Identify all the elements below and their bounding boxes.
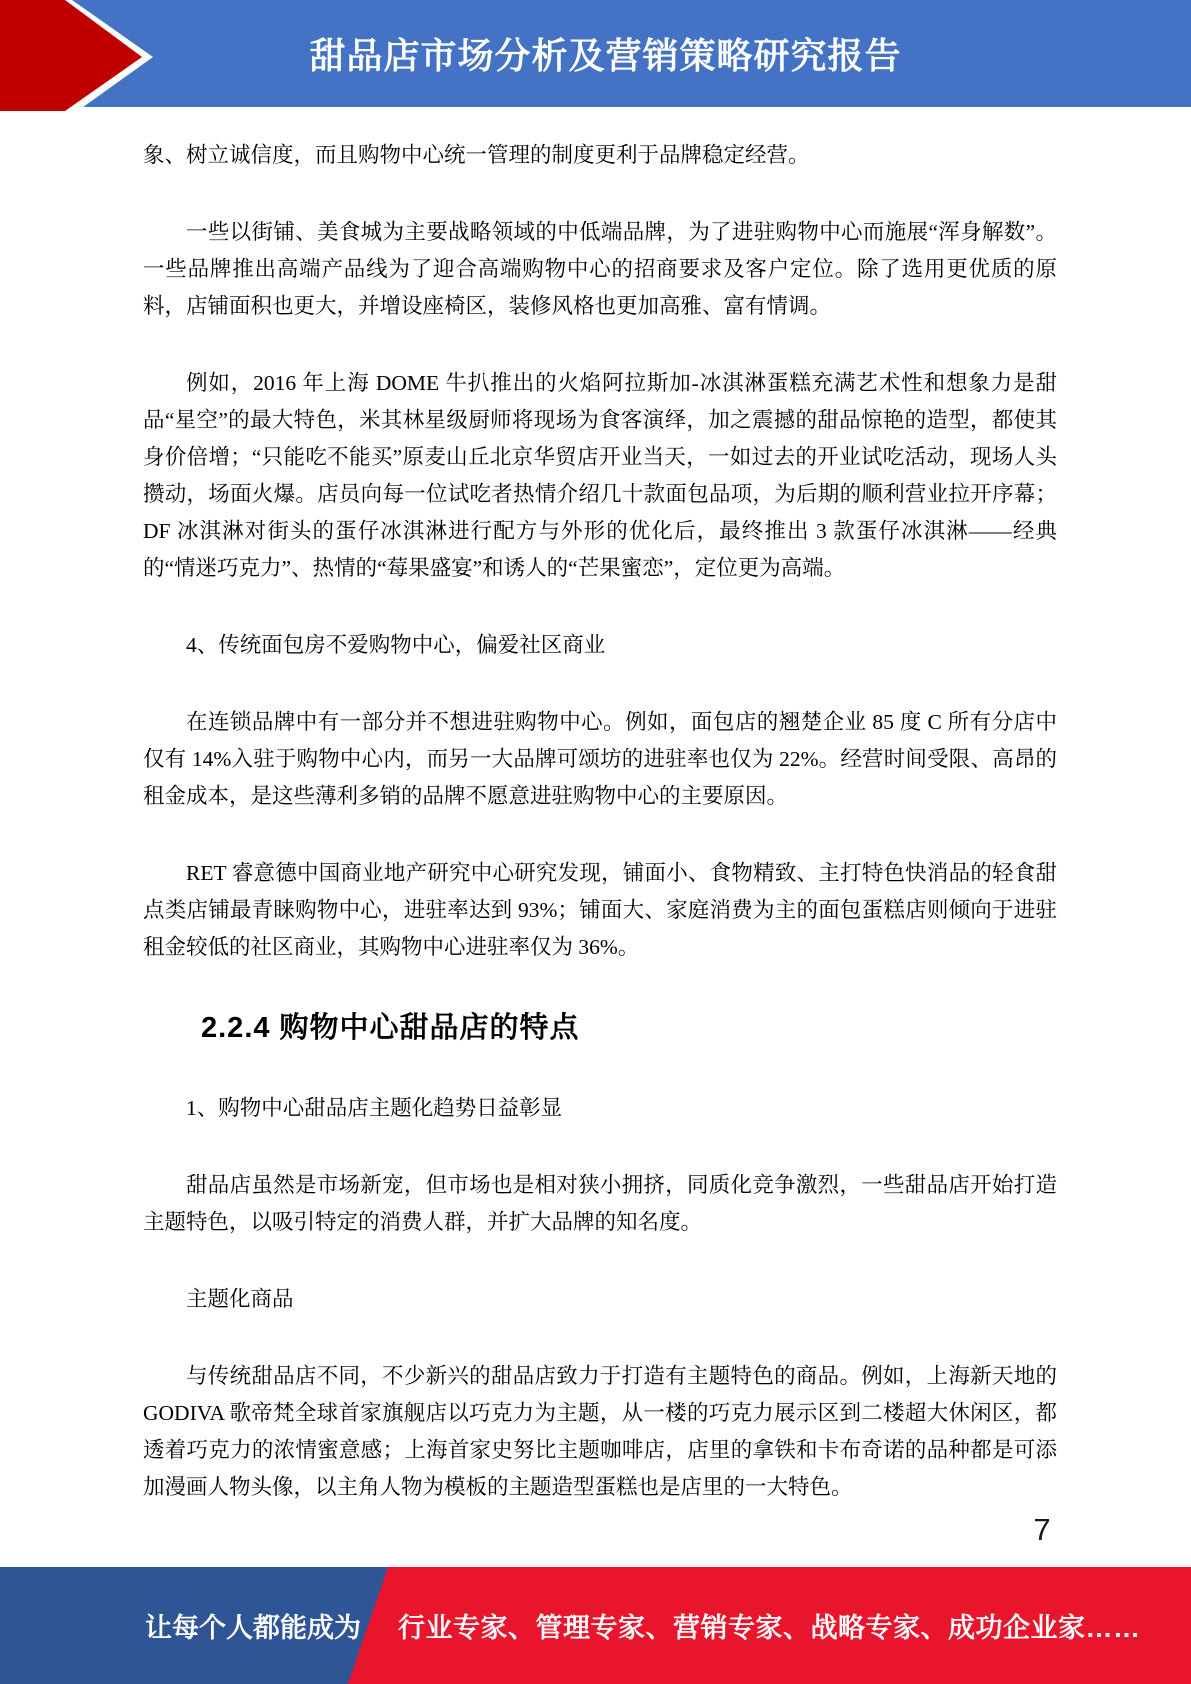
body-paragraph: 象、树立诚信度，而且购物中心统一管理的制度更利于品牌稳定经营。 [143,143,810,167]
footer-slogan-right: 行业专家、管理专家、营销专家、战略专家、成功企业家…… [398,1613,1141,1643]
body-paragraph: RET 睿意德中国商业地产研究中心研究发现，铺面小、食物精致、主打特色快消品的轻食甜点类店铺最青睐购物中心，进驻率达到 93%；铺面大、家庭消费为主的面包蛋糕店则倾向于进驻租金较低的社区商业，其购物中心进驻率仅为 36%。 [143,861,1057,959]
report-title: 甜品店市场分析及营销策略研究报告 [309,35,902,76]
section-heading: 2.2.4 购物中心甜品店的特点 [201,1012,580,1044]
body-paragraph: 与传统甜品店不同，不少新兴的甜品店致力于打造有主题特色的商品。例如，上海新天地的 GODIVA 歌帝梵全球首家旗舰店以巧克力为主题，从一楼的巧克力展示区到二楼超大休闲区，都透着巧克力的浓情蜜意感；上海首家史努比主题咖啡店，店里的拿铁和卡布奇诺的品种都是可添加漫画人物头像，以主角人物为模板的主题造型蛋糕也是店里的一大特色。 [143,1364,1057,1499]
footer-slogan-left: 让每个人都能成为 [145,1613,361,1643]
footer-banner [0,1567,1191,1684]
subpoint-line: 4、传统面包房不爱购物中心，偏爱社区商业 [186,633,606,657]
document-body [143,137,1057,1506]
subpoint-line: 主题化商品 [186,1287,294,1311]
body-paragraph: 例如，2016 年上海 DOME 牛扒推出的火焰阿拉斯加-冰淇淋蛋糕充满艺术性和想象力是甜品“星空”的最大特色，米其林星级厨师将现场为食客演绎，加之震撼的甜品惊艳的造型，都使其身价倍增；“只能吃不能买”原麦山丘北京华贸店开业当天，一如过去的开业试吃活动，现场人头攒动，场面火爆。店员向每一位试吃者热情介绍几十款面包品项，为后期的顺利营业拉开序幕；DF 冰淇淋对街头的蛋仔冰淇淋进行配方与外形的优化后，最终推出 3 款蛋仔冰淇淋——经典的“情迷巧克力”、热情的“莓果盛宴”和诱人的“芒果蜜恋”，定位更为高端。 [143,371,1057,580]
report-header-banner [0,0,1191,107]
body-paragraph: 在连锁品牌中有一部分并不想进驻购物中心。例如，面包店的翘楚企业 85 度 C 所有分店中仅有 14%入驻于购物中心内，而另一大品牌可颂坊的进驻率也仅为 22%。经营时间受限、高昂的租金成本，是这些薄利多销的品牌不愿意进驻购物中心的主要原因。 [143,710,1057,808]
subpoint-line: 1、购物中心甜品店主题化趋势日益彰显 [186,1096,563,1120]
body-paragraph: 一些以街铺、美食城为主要战略领域的中低端品牌，为了进驻购物中心而施展“浑身解数”。一些品牌推出高端产品线为了迎合高端购物中心的招商要求及客户定位。除了选用更优质的原料，店铺面积也更大，并增设座椅区，装修风格也更加高雅、富有情调。 [143,220,1057,318]
page-number: 7 [1033,1512,1051,1547]
body-paragraph: 甜品店虽然是市场新宠，但市场也是相对狭小拥挤，同质化竞争激烈，一些甜品店开始打造主题特色，以吸引特定的消费人群，并扩大品牌的知名度。 [143,1173,1057,1234]
